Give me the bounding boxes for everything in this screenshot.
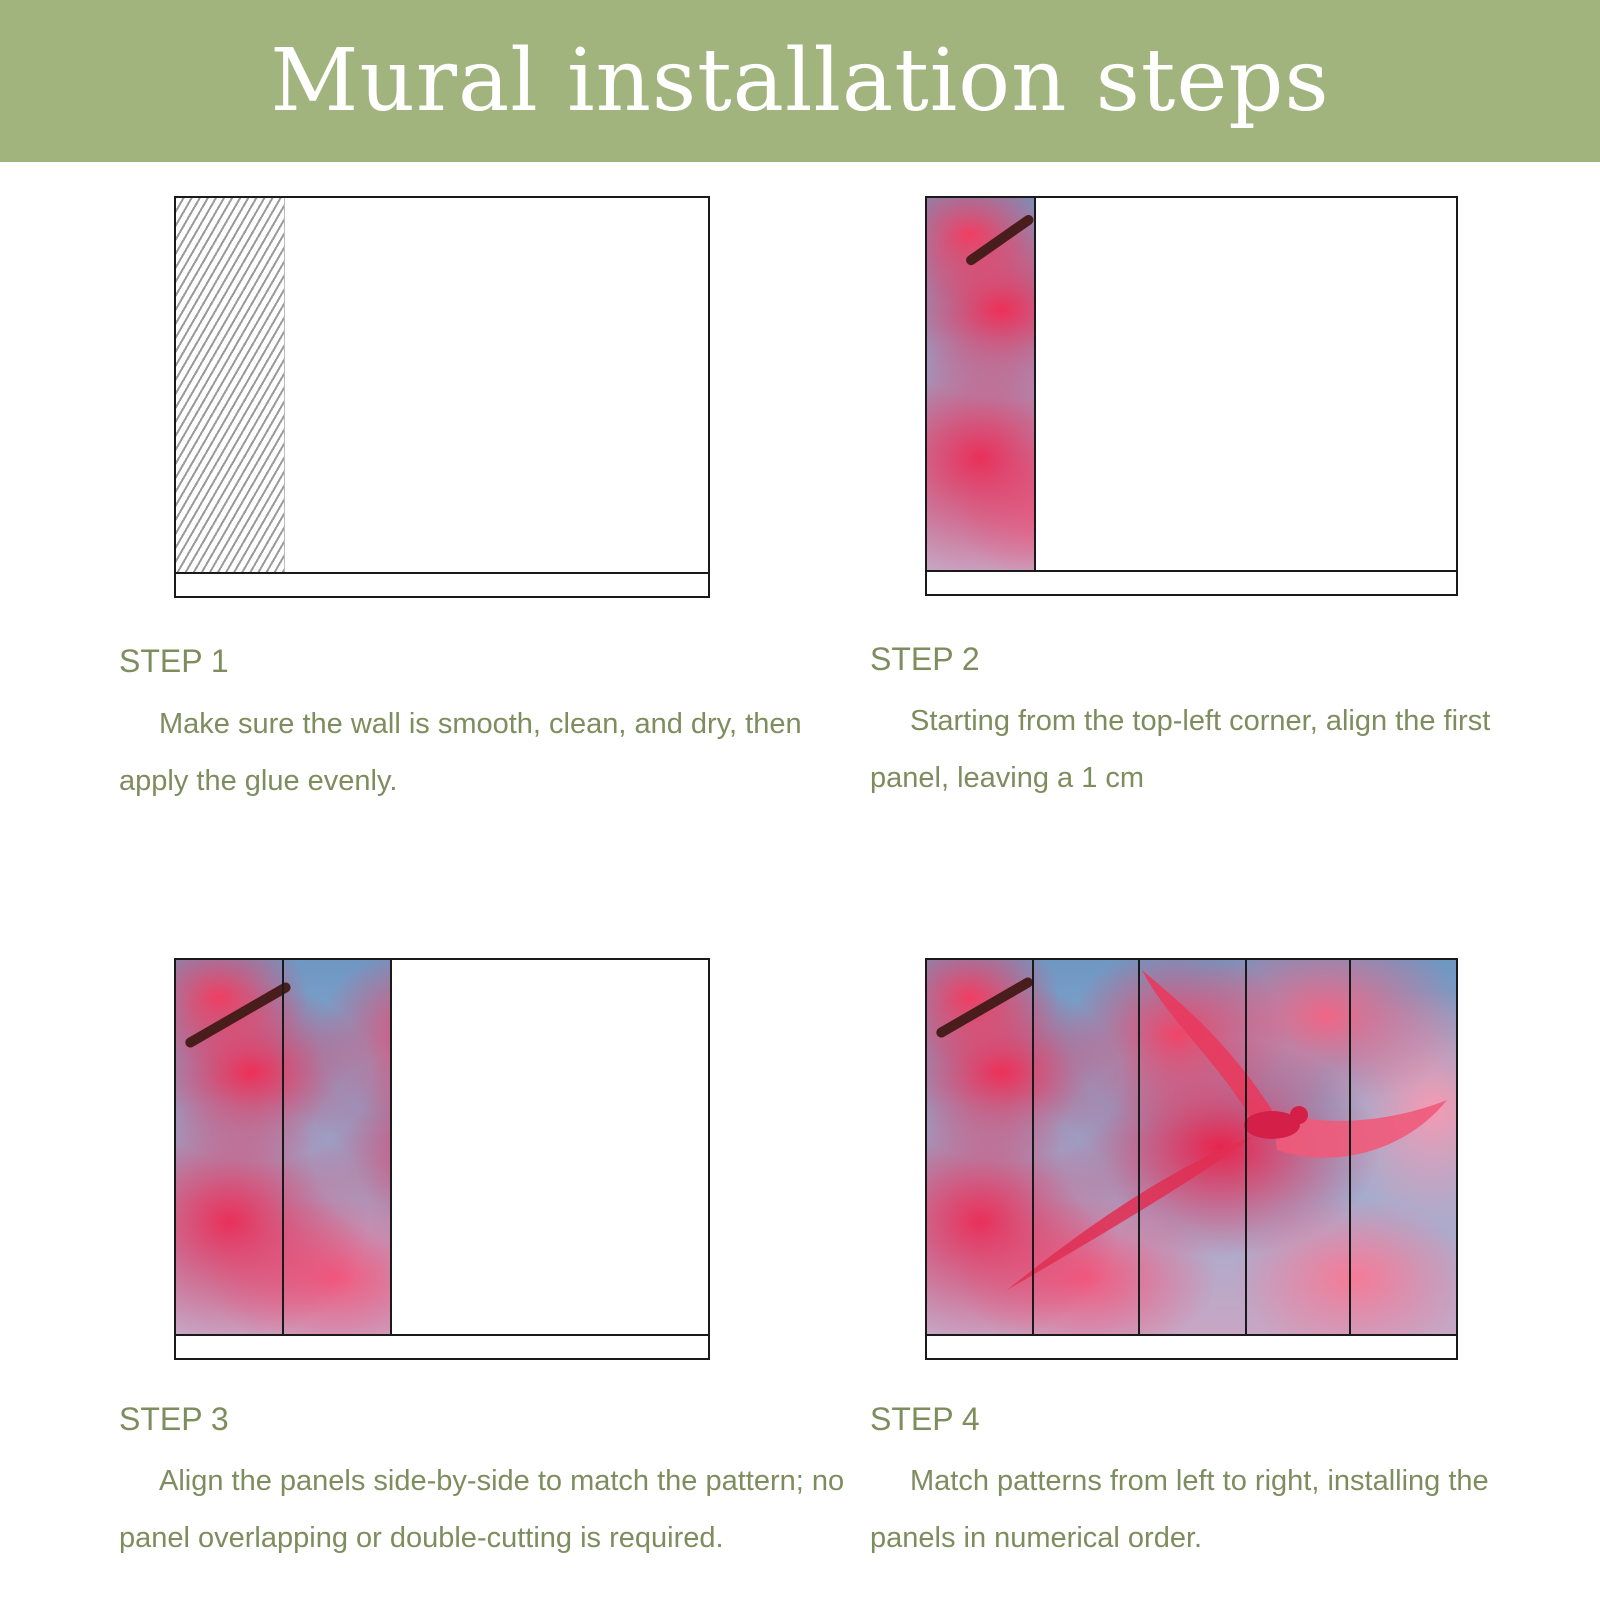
page-title: Mural installation steps xyxy=(270,31,1330,131)
mural-panel-2 xyxy=(1034,960,1140,1334)
step-2-description: Starting from the top-left corner, align the first panel, leaving a 1 cm xyxy=(870,705,1491,794)
wall-outline xyxy=(925,196,1458,572)
floor-strip xyxy=(174,1336,710,1360)
glue-strip xyxy=(176,198,285,572)
blank-wall-area xyxy=(392,960,708,1334)
mural-panel-3 xyxy=(1140,960,1247,1334)
step-4-diagram xyxy=(925,958,1458,1360)
step-3-description: Align the panels side-by-side to match the pattern; no panel overlapping or double-cutting is required. xyxy=(119,1465,845,1554)
mural-panel-4 xyxy=(1247,960,1351,1334)
floor-strip xyxy=(174,574,710,598)
mural-panel-2 xyxy=(284,960,392,1334)
floor-strip xyxy=(925,1336,1458,1360)
blank-wall-area xyxy=(1036,198,1456,570)
step-3-title: STEP 3 xyxy=(119,1401,229,1437)
header-banner xyxy=(0,0,1600,162)
mural-panel-5 xyxy=(1351,960,1458,1334)
step-2-diagram xyxy=(925,196,1458,596)
step-4-description: Match patterns from left to right, installing the panels in numerical order. xyxy=(870,1465,1489,1554)
step-2-title: STEP 2 xyxy=(870,641,980,677)
step-1-title: STEP 1 xyxy=(119,643,229,679)
mural-panel-1 xyxy=(927,198,1036,570)
wall-outline xyxy=(174,196,710,574)
wall-outline xyxy=(174,958,710,1336)
mural-panel-1 xyxy=(927,960,1034,1334)
step-4-title: STEP 4 xyxy=(870,1401,980,1437)
wall-outline xyxy=(925,958,1458,1336)
mural-panel-1 xyxy=(176,960,284,1334)
step-1-diagram xyxy=(174,196,710,598)
step-3-diagram xyxy=(174,958,710,1360)
step-1-description: Make sure the wall is smooth, clean, and dry, then apply the glue evenly. xyxy=(119,708,802,797)
floor-strip xyxy=(925,572,1458,596)
